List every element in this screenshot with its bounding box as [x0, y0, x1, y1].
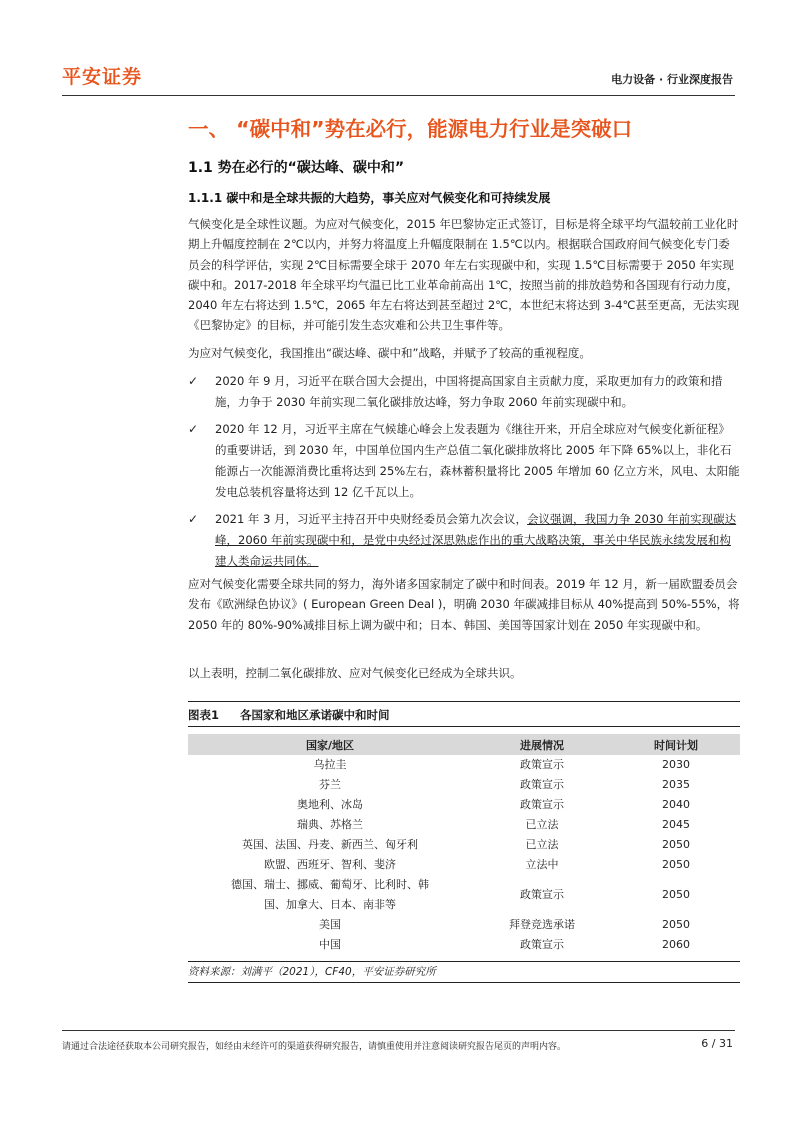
figure-title	[188, 707, 390, 723]
figure-bottom-rule	[188, 961, 740, 962]
table-row	[188, 795, 740, 815]
checkmark-icon: ✓	[188, 512, 199, 526]
bullet-item	[188, 509, 740, 572]
table-cell: 已立法	[525, 818, 559, 831]
table-cell: 2035	[662, 778, 690, 791]
table-cell: 政策宣示	[520, 798, 564, 811]
figure-caption: 各国家和地区承诺碳中和时间	[240, 708, 390, 722]
column-header: 国家/地区	[188, 734, 472, 755]
figure-source: 资料来源：刘满平（2021），CF40，平安证券研究所	[188, 966, 436, 978]
header-divider	[62, 95, 735, 96]
bullet-text-underlined: 会议强调，我国力争 2030 年前实现碳达峰，2060 年前实现碳中和，是党中央经过深思熟虑作出的重大战略决策，事关中华民族永续发展和构建人类命运共同体。	[215, 512, 737, 568]
section-heading: 一、 “碳中和”势在必行，能源电力行业是突破口	[188, 117, 633, 141]
bullet-item	[188, 371, 740, 413]
table-cell: 政策宣示	[520, 888, 564, 901]
table-row	[188, 855, 740, 875]
paragraph-china-strategy: 为应对气候变化，我国推出“碳达峰、碳中和”战略，并赋予了较高的重视程度。	[188, 346, 591, 360]
table-row	[188, 755, 740, 775]
checkmark-icon: ✓	[188, 422, 199, 436]
paragraph-conclusion: 以上表明，控制二氧化碳排放、应对气候变化已经成为全球共识。	[188, 666, 522, 680]
table-cell: 政策宣示	[520, 778, 564, 791]
table-cell: 奥地利、冰岛	[297, 798, 363, 811]
brand-logo: 平安证券	[62, 66, 143, 88]
table-cell: 欧盟、西班牙、智利、斐济	[264, 858, 396, 871]
paragraph-climate: 气候变化是全球性议题。为应对气候变化，2015 年巴黎协定正式签订，目标是将全球平均气温较前工业化时期上升幅度控制在 2℃以内，并努力将温度上升幅度限制在 1.5℃以内。根据联合国政府间气候变化专门委员会的科学评估，实现 2℃目标需要全球于 2070 年左右实现碳中和，实现 1.5℃目标需要于 2050 年实现碳中和。2017-2018 年全球平均气温已比工业革命前高出 1℃，按照当前的排放趋势和各国现有行动力度，2040 年左右将达到 1.5℃，2065 年左右将达到甚至超过 2℃，本世纪末将达到 3-4℃甚至更高，无法实现《巴黎协定》的目标，并可能引发生态灾难和公共卫生事件等。	[188, 217, 739, 333]
table-row	[188, 915, 740, 935]
table-cell: 2060	[662, 938, 690, 951]
table-cell: 美国	[319, 918, 341, 931]
figure-number: 图表1	[188, 708, 220, 722]
column-header: 进展情况	[472, 734, 612, 755]
table-row	[188, 775, 740, 795]
subsubsection-heading: 1.1.1 碳中和是全球共振的大趋势，事关应对气候变化和可持续发展	[188, 191, 551, 205]
footer-divider	[62, 1030, 735, 1031]
table-cell: 德国、瑞士、挪威、葡萄牙、比利时、韩国、加拿大、日本、南非等	[231, 878, 429, 911]
table-cell: 2050	[662, 858, 690, 871]
table-cell: 乌拉圭	[313, 758, 347, 771]
carbon-neutral-table	[188, 734, 740, 955]
report-category: 电力设备 · 行业深度报告	[611, 73, 733, 86]
bullet-text-plain: 2021 年 3 月，习近平主持召开中央财经委员会第九次会议，	[215, 512, 528, 526]
table-cell: 立法中	[525, 858, 559, 871]
table-cell: 已立法	[525, 838, 559, 851]
page-number: 6 / 31	[701, 1037, 733, 1050]
paragraph-global-timeline: 应对气候变化需要全球共同的努力，海外诸多国家制定了碳中和时间表。2019 年 12 月，新一届欧盟委员会发布《欧洲绿色协议》( European Green Deal )，明确 2030 年碳减排目标从 40%提高到 50%-55%，将 2050 年的 80%-90%减排目标上调为碳中和；日本、韩国、美国等国家计划在 2050 年实现碳中和。	[188, 577, 740, 632]
table-cell: 芬兰	[319, 778, 341, 791]
bullet-item	[188, 419, 740, 503]
table-header-row	[188, 734, 740, 755]
table-cell: 2040	[662, 798, 690, 811]
table-row	[188, 935, 740, 955]
figure-title-rule	[188, 726, 740, 727]
table-cell: 2050	[662, 918, 690, 931]
table-cell: 2050	[662, 888, 690, 901]
table-cell: 瑞典、苏格兰	[297, 818, 363, 831]
table-row	[188, 815, 740, 835]
table-cell: 2030	[662, 758, 690, 771]
subsection-heading: 1.1 势在必行的“碳达峰、碳中和”	[188, 160, 405, 176]
checkmark-icon: ✓	[188, 374, 199, 388]
figure-source-rule	[188, 982, 740, 983]
table-row	[188, 875, 740, 915]
table-cell: 中国	[319, 938, 341, 951]
bullet-text	[215, 509, 740, 572]
table-cell: 政策宣示	[520, 758, 564, 771]
column-header: 时间计划	[612, 734, 740, 755]
footer-disclaimer: 请通过合法途径获取本公司研究报告，如经由未经许可的渠道获得研究报告，请慎重使用并注意阅读研究报告尾页的声明内容。	[62, 1042, 567, 1052]
table-cell: 拜登竞选承诺	[509, 918, 575, 931]
bullet-text: 2020 年 9 月，习近平在联合国大会提出，中国将提高国家自主贡献力度，采取更加有力的政策和措施，力争于 2030 年前实现二氧化碳排放达峰，努力争取 2060 年前实现碳中和。	[215, 374, 723, 409]
bullet-text: 2020 年 12 月，习近平主席在气候雄心峰会上发表题为《继往开来，开启全球应对气候变化新征程》的重要讲话，到 2030 年，中国单位国内生产总值二氧化碳排放将比 2005 年下降 65%以上，非化石能源占一次能源消费比重将达到 25%左右，森林蓄积量将比 2005 年增加 60 亿立方米，风电、太阳能发电总装机容量将达到 12 亿千瓦以上。	[215, 422, 740, 499]
table-cell: 英国、法国、丹麦、新西兰、匈牙利	[242, 838, 418, 851]
figure-top-rule	[188, 701, 740, 702]
table-cell: 政策宣示	[520, 938, 564, 951]
table-cell: 2050	[662, 838, 690, 851]
table-cell: 2045	[662, 818, 690, 831]
table-row	[188, 835, 740, 855]
